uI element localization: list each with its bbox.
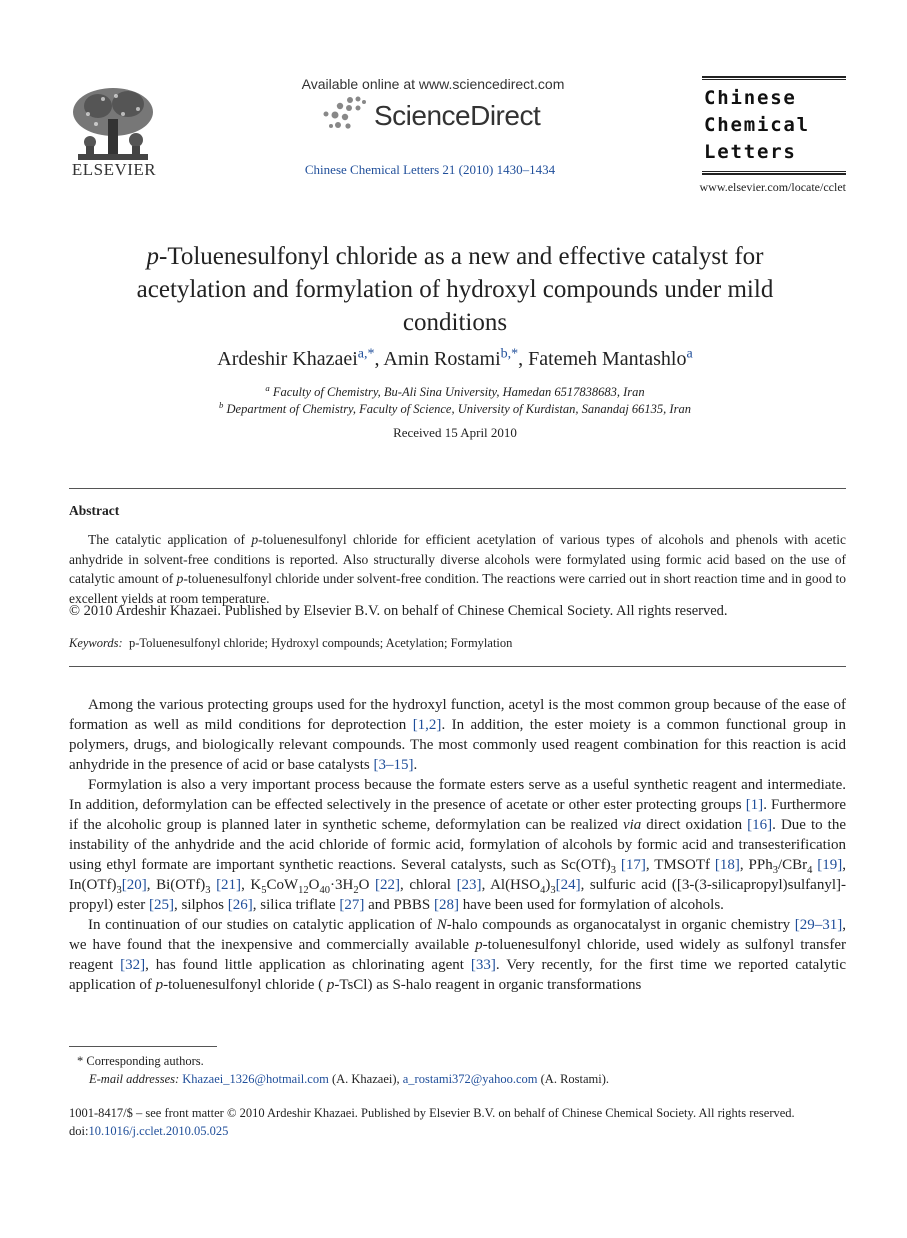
email-link-rostami[interactable]: a_rostami372@yahoo.com: [402, 1072, 538, 1086]
email-note: [69, 1070, 846, 1088]
citation-link[interactable]: [21]: [216, 877, 242, 893]
citation-link[interactable]: [25]: [148, 897, 174, 913]
publisher-name: ELSEVIER: [71, 160, 157, 179]
divider: [69, 666, 846, 667]
author-name: Fatemeh Mantashlo: [528, 348, 687, 370]
citation-link[interactable]: [27]: [339, 897, 365, 913]
citation-link[interactable]: [19]: [817, 857, 843, 873]
journal-name-line-1: Chinese: [704, 87, 797, 109]
email-link-khazaei[interactable]: Khazaei_1326@hotmail.com: [182, 1072, 329, 1086]
title-rest: -Toluenesulfonyl chloride as a new and effective catalyst for acetylation and formylation of hydroxyl compounds under mild conditions: [136, 243, 774, 336]
title-prefix: p: [146, 243, 159, 270]
citation-link[interactable]: [1,2]: [412, 717, 442, 733]
affiliation-a: [110, 382, 800, 400]
page-footer: [69, 1104, 846, 1140]
citation-link[interactable]: [33]: [470, 957, 496, 973]
journal-masthead: [702, 76, 846, 174]
email-owner: (A. Rostami).: [540, 1072, 610, 1086]
affiliation-label: a: [265, 382, 270, 393]
email-label: E-mail addresses:: [89, 1072, 180, 1086]
citation-link[interactable]: [18]: [714, 857, 740, 873]
citation-link[interactable]: [28]: [434, 897, 459, 913]
sciencedirect-logo[interactable]: [318, 94, 548, 138]
affiliation-text: Faculty of Chemistry, Bu-Ali Sina University, Hamedan 6517838683, Iran: [272, 385, 645, 399]
author-name: Amin Rostami: [383, 348, 501, 370]
footnotes: [69, 1052, 846, 1088]
citation-link[interactable]: [22]: [375, 877, 400, 893]
citation-link[interactable]: [26]: [227, 897, 253, 913]
affiliation-label: b: [219, 399, 224, 410]
issn-line: 1001-8417/$ – see front matter © 2010 Ardeshir Khazaei. Published by Elsevier B.V. on behalf of Chinese Chemical Society. All rights reserved.: [69, 1106, 795, 1120]
author-affiliation-marker[interactable]: a,*: [357, 346, 375, 362]
abstract-heading: Abstract: [69, 503, 120, 518]
available-online-text: Available online at www.sciencedirect.com: [301, 76, 565, 92]
journal-name-line-3: Letters: [704, 141, 797, 163]
citation-link[interactable]: [3–15]: [373, 757, 414, 773]
citation-link[interactable]: [17]: [620, 857, 646, 873]
body-paragraph: Formylation is also a very important process because the formate esters serve as a useful synthetic reagent and intermediate. In addition, deformylation can be effected selectively in the presence of acetate or other ester protecting groups [1]. Furthermore if the alcoholic group is planned later in synthetic scheme, deformylation can be realized via direct oxidation [16]. Due to the instability of the anhydride and the acid chloride of formic acid, formylation of alcohols by formic acid and transesterification using ethyl formate are important synthetic reactions. Several catalysts, such as $Sc(OTf)_3$ [17], TMSOTf [18], PPh$_3$/CBr$_4$ [19], $In(OTf)_3[20]$, $Bi(OTf)_3$ [21], $K_5CoW_{12}O_{40}\cdot 3H_2O$ [22], chloral [23], $Al(HSO_4)_3[24]$, sulfuric acid ([3-(3-silicapropyl)sulfanyl]-propyl) ester [25], silphos [26], silica triflate [27] and PBBS [28] have been used for formylation of alcohols.: [69, 777, 847, 913]
citation-link[interactable]: [1]: [745, 797, 764, 813]
author-affiliation-marker[interactable]: a: [686, 346, 693, 362]
affiliation-b: [110, 399, 800, 417]
abstract-copyright: © 2010 Ardeshir Khazaei. Published by Elsevier B.V. on behalf of Chinese Chemical Society. All rights reserved.: [69, 603, 728, 619]
affiliation-text: Department of Chemistry, Faculty of Science, University of Kurdistan, Sanandaj 66135, Iran: [226, 402, 691, 416]
keywords-text: p-Toluenesulfonyl chloride; Hydroxyl compounds; Acetylation; Formylation: [128, 636, 513, 650]
body-paragraph: In continuation of our studies on catalytic application of N-halo compounds as organocatalyst in organic chemistry [29–31], we have found that the inexpensive and commercially available p-toluenesulfonyl chloride, used widely as sulfonyl transfer reagent [32], has found little application as chlorinating agent [33]. Very recently, for the first time we reported catalytic application of p-toluenesulfonyl chloride ( p-TsCl) as S-halo reagent in organic transformations: [69, 917, 847, 993]
doi-link[interactable]: 10.1016/j.cclet.2010.05.025: [88, 1124, 229, 1138]
corresponding-note: * Corresponding authors.: [77, 1054, 204, 1068]
citation-link[interactable]: [23]: [456, 877, 482, 893]
doi-label: doi:: [69, 1124, 89, 1138]
author-name: Ardeshir Khazaei: [217, 348, 358, 370]
sciencedirect-brand: ScienceDirect: [374, 100, 541, 131]
author-affiliation-marker[interactable]: b,*: [500, 346, 519, 362]
article-body: [69, 695, 846, 995]
received-date: Received 15 April 2010: [393, 425, 517, 440]
sciencedirect-dots-icon: [318, 96, 368, 136]
keywords: [69, 636, 846, 651]
footnote-divider: [69, 1046, 217, 1047]
citation-link[interactable]: [16]: [747, 817, 773, 833]
journal-url[interactable]: www.elsevier.com/locate/cclet: [699, 180, 846, 194]
citation-link[interactable]: [20]: [121, 877, 147, 893]
body-paragraph: Among the various protecting groups used for the hydroxyl function, acetyl is the most common group because of the ease of formation as well as mild conditions for deprotection [1,2]. In addition, the ester moiety is a common functional group in polymers, drugs, and biologically relevant compounds. The most commonly used reagent combination for this reaction is acid anhydride in the presence of acid or base catalysts [3–15].: [69, 697, 846, 773]
citation-link[interactable]: [29–31]: [794, 917, 843, 933]
doi-line: [69, 1122, 846, 1140]
citation-link[interactable]: [24]: [555, 877, 581, 893]
email-owner: (A. Khazaei),: [331, 1072, 400, 1086]
journal-citation[interactable]: Chinese Chemical Letters 21 (2010) 1430–1434: [304, 162, 556, 177]
corresponding-text: Corresponding authors.: [86, 1054, 204, 1068]
journal-name-line-2: Chemical: [704, 114, 810, 136]
citation-link[interactable]: [32]: [120, 957, 146, 973]
author-list: Ardeshir Khazaei$^{a,*}$, Amin Rostami$^{b,*}$, Fatemeh Mantashlo$^a$: [217, 346, 693, 370]
keywords-label: Keywords:: [69, 636, 123, 650]
divider: [69, 488, 846, 489]
article-title: [110, 240, 800, 339]
abstract-text: The catalytic application of p-toluenesulfonyl chloride for efficient acetylation of various types of alcohols and phenols with acetic anhydride in solvent-free conditions is reported. Also structurally diverse alcohols were formylated using formic acid based on the use of catalytic amount of p-toluenesulfonyl chloride under solvent-free condition. The reactions were carried out in short reaction time and in good to excellent yields at room temperature.: [69, 532, 847, 606]
